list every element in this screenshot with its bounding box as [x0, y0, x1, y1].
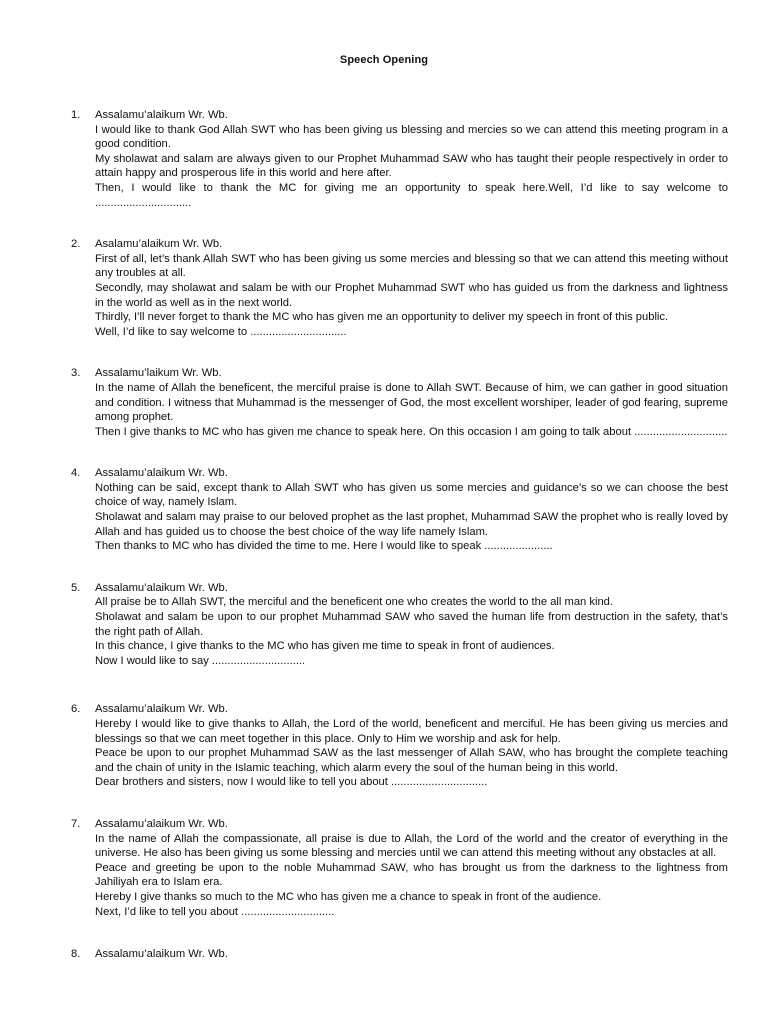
paragraph: Well, I’d like to say welcome to ............................... — [95, 325, 347, 338]
paragraph: My sholawat and salam are always given to our Prophet Muhammad SAW who has taught their people respectively in order to attain happy and prosperous life in this world and here after. — [95, 152, 728, 180]
paragraph: Dear brothers and sisters, now I would like to tell you about ............................... — [95, 776, 488, 789]
speech-opening-8 — [0, 947, 768, 962]
paragraph: Sholawat and salam may praise to our beloved prophet as the last prophet, Muhammad SAW the prophet who is really loved by Allah and has guided us to choose the best choice of the way life namely Islam. — [95, 511, 728, 538]
paragraph: All praise be to Allah SWT, the merciful and the beneficent one who creates the world to the all man kind. — [95, 596, 614, 609]
speech-opening-7 — [0, 817, 768, 919]
item-number: 5. — [71, 581, 81, 594]
page-title: Speech Opening — [339, 54, 429, 66]
greeting: Assalamu’alaikum Wr. Wb. — [95, 817, 228, 830]
speech-opening-3 — [0, 366, 768, 439]
greeting: Asalamu’alaikum Wr. Wb. — [95, 238, 223, 251]
paragraph: In the name of Allah the beneficent, the merciful praise is done to Allah SWT. Because of him, we can gather in good situation and condition. I witness that Muhammad is the messenger of God, the most excellent worshiper, leader of god fearing, supreme among prophet. — [95, 381, 728, 424]
item-number: 6. — [71, 703, 81, 716]
item-number: 8. — [71, 948, 81, 961]
greeting: Assalamu’alaikum Wr. Wb. — [95, 581, 228, 594]
paragraph: Sholawat and salam be upon to our prophet Muhammad SAW who saved the human life from destruction in the safety, that’s the right path of Allah. — [95, 611, 728, 638]
paragraph: I would like to thank God Allah SWT who has been giving us blessing and mercies so we can attend this meeting program in a good condition. — [95, 123, 728, 151]
speech-opening-4 — [0, 466, 768, 554]
paragraph: Peace be upon to our prophet Muhammad SAW as the last messenger of Allah SAW, who has brought the complete teaching and the chain of unity in the Islamic teaching, which alarm every the soul of the human being in this world. — [95, 747, 728, 774]
item-number: 1. — [71, 109, 81, 121]
greeting: Assalamu’alaikum Wr. Wb. — [95, 467, 228, 480]
greeting: Assalamu’alaikum Wr. Wb. — [95, 948, 228, 961]
paragraph: Nothing can be said, except thank to Allah SWT who has given us some mercies and guidance’s so we can choose the best choice of way, namely Islam. — [95, 481, 728, 509]
speech-opening-2 — [0, 237, 768, 339]
speech-opening-6 — [0, 702, 768, 790]
paragraph: In this chance, I give thanks to the MC who has given me time to speak in front of audiences. — [95, 640, 555, 653]
paragraph: Hereby I would like to give thanks to Allah, the Lord of the world, beneficent and merciful. He has been giving us mercies and blessings so that we can meet together in this place. Only to Him we worship and ask for help. — [95, 718, 728, 745]
speech-opening-1 — [0, 108, 768, 210]
paragraph: Peace and greeting be upon to the noble Muhammad SAW, who has brought us from the darkness to the lightness from Jahiliyah era to Islam era. — [95, 861, 728, 889]
paragraph: Thirdly, I’ll never forget to thank the MC who has given me an opportunity to deliver my speech in front of this public. — [95, 311, 669, 324]
paragraph: Hereby I give thanks so much to the MC who has given me a chance to speak in front of the audience. — [95, 890, 602, 903]
item-number: 7. — [71, 817, 81, 830]
item-number: 3. — [71, 367, 81, 380]
paragraph: First of all, let’s thank Allah SWT who has been giving us some mercies and blessing so that we can attend this meeting without any troubles at all. — [95, 252, 728, 280]
greeting: Assalamu’laikum Wr. Wb. — [95, 367, 222, 380]
paragraph: Then thanks to MC who has divided the time to me. Here I would like to speak ...................... — [95, 540, 553, 553]
paragraph: Next, I’d like to tell you about .............................. — [95, 905, 335, 918]
item-number: 4. — [71, 467, 81, 480]
speech-opening-5 — [0, 581, 768, 669]
paragraph: Then, I would like to thank the MC for giving me an opportunity to speak here.Well, I’d like to say welcome to ............................... — [95, 181, 728, 209]
greeting: Assalamu’alaikum Wr. Wb. — [95, 703, 228, 716]
paragraph: Secondly, may sholawat and salam be with our Prophet Muhammad SWT who has guided us from the darkness and lightness in the world as well as in the next world. — [95, 281, 728, 309]
paragraph: Then I give thanks to MC who has given me chance to speak here. On this occasion I am going to talk about .............................. — [95, 425, 728, 438]
paragraph: In the name of Allah the compassionate, all praise is due to Allah, the Lord of the world and the creator of everything in the universe. He also has been giving us some blessing and mercies until we can attend this meeting without any obstacles at all. — [95, 832, 728, 860]
item-number: 2. — [71, 238, 81, 251]
speech-openings-list — [0, 108, 768, 962]
paragraph: Now I would like to say .............................. — [95, 654, 306, 667]
greeting: Assalamu’alaikum Wr. Wb. — [95, 109, 228, 121]
